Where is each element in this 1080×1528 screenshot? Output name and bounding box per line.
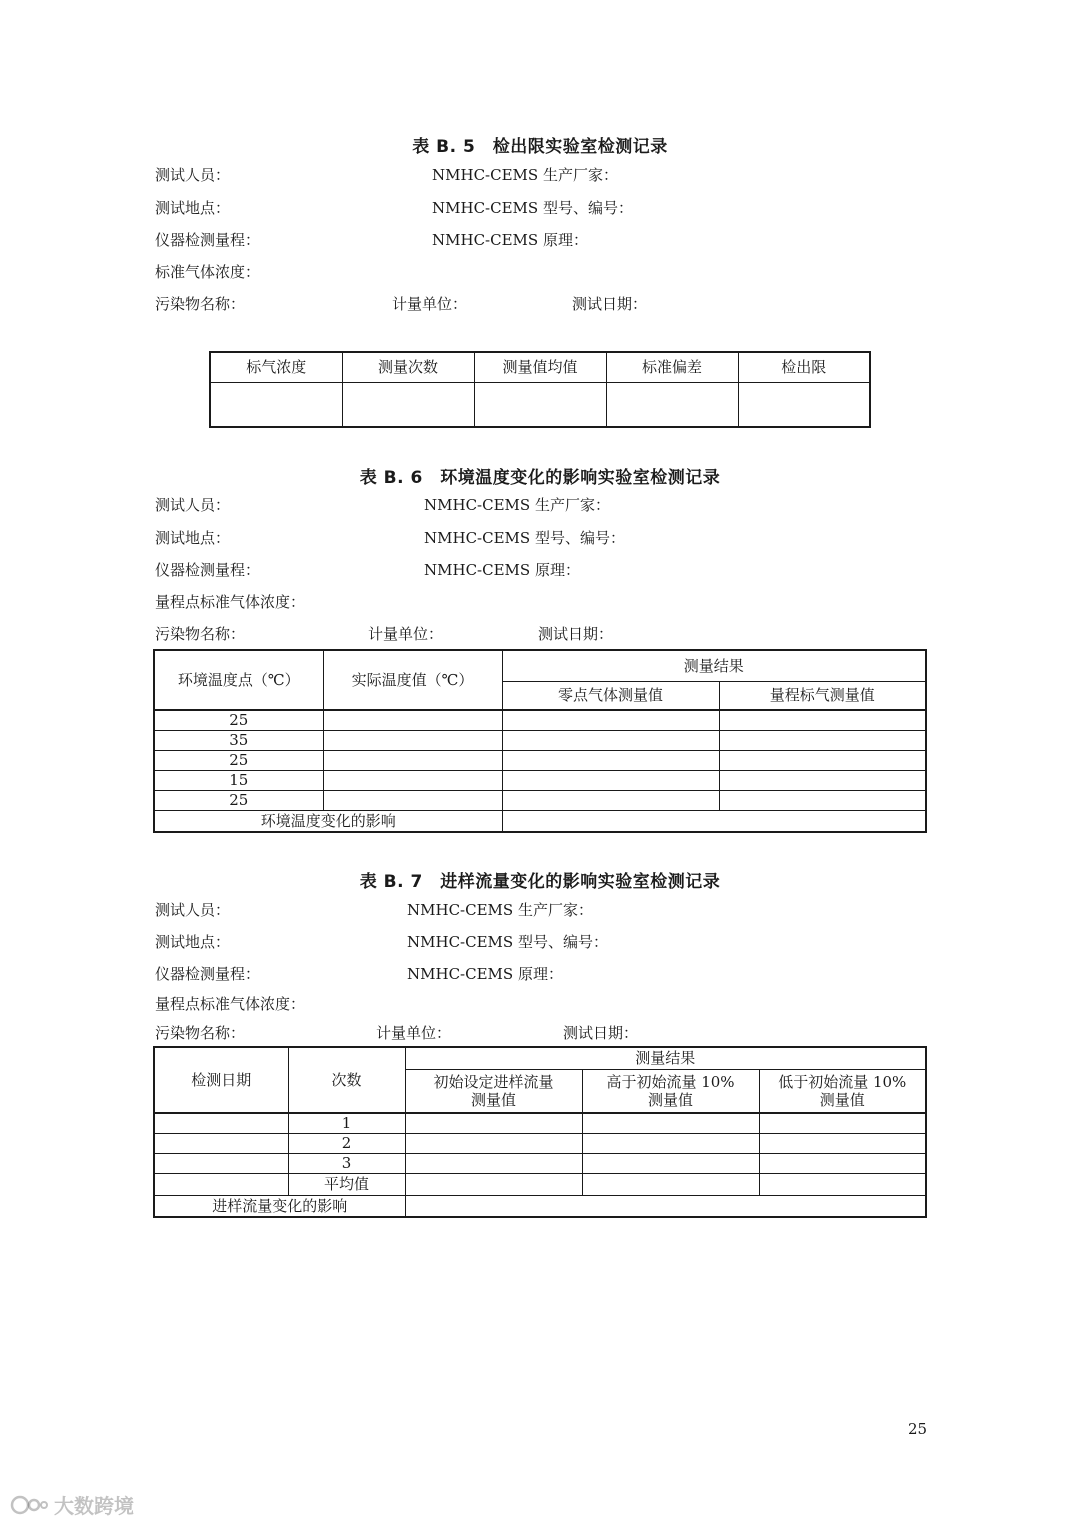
table-b6 — [153, 649, 927, 833]
b7-manufacturer-label: NMHC-CEMS 生产厂家： — [407, 901, 593, 919]
b5-header-measure-count: 测量次数 — [342, 352, 474, 382]
b7-footer-label: 进样流量变化的影响 — [154, 1195, 405, 1217]
b7-count-cell: 1 — [288, 1113, 405, 1133]
b5-cell — [342, 382, 474, 427]
b6-cell — [502, 750, 719, 770]
watermark-logo-icon — [10, 1493, 50, 1517]
b7-cell — [582, 1173, 759, 1195]
b7-header-lower-line1: 低于初始流量 10% — [778, 1072, 907, 1091]
b7-header-higher — [582, 1069, 759, 1113]
b7-cell — [405, 1133, 582, 1153]
b6-temp-point-cell: 35 — [154, 730, 323, 750]
b7-header-lower — [759, 1069, 926, 1113]
b7-header-lower-line2: 测量值 — [819, 1090, 865, 1109]
table-b5 — [209, 351, 871, 428]
table-row — [154, 1113, 926, 1133]
b6-footer-label: 环境温度变化的影响 — [154, 810, 502, 832]
table-b5-data-row — [210, 382, 870, 427]
b7-cell — [154, 1113, 288, 1133]
table-row — [154, 770, 926, 790]
b6-temp-point-cell: 15 — [154, 770, 323, 790]
b6-temp-point-cell: 25 — [154, 710, 323, 730]
b6-cell — [502, 790, 719, 810]
b6-header-span: 量程标气测量值 — [719, 681, 926, 710]
b7-cell — [405, 1153, 582, 1173]
b6-cell — [719, 750, 926, 770]
b6-footer-value — [502, 810, 926, 832]
table-b7-header-row-1 — [154, 1047, 926, 1069]
b5-std-gas-label: 标准气体浓度： — [155, 263, 261, 281]
b6-header-actual-temp: 实际温度值（℃） — [323, 650, 502, 710]
b7-header-count: 次数 — [288, 1047, 405, 1113]
b7-cell — [582, 1113, 759, 1133]
b6-header-zero: 零点气体测量值 — [502, 681, 719, 710]
table-b6-footer-row — [154, 810, 926, 832]
b7-cell — [405, 1173, 582, 1195]
table-b7-title: 表 B. 7 进样流量变化的影响实验室检测记录 — [359, 872, 721, 892]
b6-cell — [323, 750, 502, 770]
b7-tester-label: 测试人员： — [155, 901, 231, 919]
b6-cell — [719, 710, 926, 730]
page-number: 25 — [908, 1420, 928, 1438]
b6-cell — [502, 730, 719, 750]
b6-unit-label: 计量单位： — [368, 625, 444, 643]
b5-header-detection-limit: 检出限 — [738, 352, 870, 382]
b6-range-label: 仪器检测量程： — [155, 561, 261, 579]
b6-pollutant-label: 污染物名称： — [155, 625, 246, 643]
b5-range-label: 仪器检测量程： — [155, 231, 261, 249]
table-b7-footer-row — [154, 1195, 926, 1217]
b7-header-date: 检测日期 — [154, 1047, 288, 1113]
b6-std-gas-label: 量程点标准气体浓度： — [155, 593, 306, 611]
b7-date-label: 测试日期： — [563, 1024, 639, 1042]
table-row — [154, 710, 926, 730]
b6-cell — [719, 770, 926, 790]
table-row — [154, 1153, 926, 1173]
b7-cell — [154, 1173, 288, 1195]
b7-header-initial-line2: 测量值 — [470, 1090, 516, 1109]
b5-cell — [606, 382, 738, 427]
b7-footer-value — [405, 1195, 926, 1217]
watermark — [10, 1490, 134, 1519]
table-b5-title: 表 B. 5 检出限实验室检测记录 — [412, 137, 668, 157]
table-b6-header-row-1 — [154, 650, 926, 681]
b6-manufacturer-label: NMHC-CEMS 生产厂家： — [424, 496, 610, 514]
b7-std-gas-label: 量程点标准气体浓度： — [155, 995, 306, 1013]
b6-cell — [502, 710, 719, 730]
b6-principle-label: NMHC-CEMS 原理： — [424, 561, 580, 579]
b5-tester-label: 测试人员： — [155, 166, 231, 184]
b6-cell — [323, 790, 502, 810]
b5-principle-label: NMHC-CEMS 原理： — [432, 231, 588, 249]
b7-model-label: NMHC-CEMS 型号、编号： — [407, 933, 608, 951]
b7-cell — [582, 1153, 759, 1173]
table-b7 — [153, 1046, 927, 1218]
b5-cell — [210, 382, 342, 427]
b5-model-label: NMHC-CEMS 型号、编号： — [432, 199, 633, 217]
b5-date-label: 测试日期： — [572, 295, 648, 313]
b5-pollutant-label: 污染物名称： — [155, 295, 246, 313]
b6-temp-point-cell: 25 — [154, 790, 323, 810]
b5-header-std-conc: 标气浓度 — [210, 352, 342, 382]
b7-pollutant-label: 污染物名称： — [155, 1024, 246, 1042]
b7-cell — [154, 1153, 288, 1173]
b6-location-label: 测试地点： — [155, 529, 231, 547]
b7-principle-label: NMHC-CEMS 原理： — [407, 965, 563, 983]
b6-header-temp-point: 环境温度点（℃） — [154, 650, 323, 710]
b7-cell — [582, 1133, 759, 1153]
b5-location-label: 测试地点： — [155, 199, 231, 217]
b6-cell — [323, 710, 502, 730]
table-b5-header-row — [210, 352, 870, 382]
b6-cell — [323, 730, 502, 750]
b6-header-result: 测量结果 — [502, 650, 926, 681]
b7-location-label: 测试地点： — [155, 933, 231, 951]
table-row — [154, 1133, 926, 1153]
table-row — [154, 1173, 926, 1195]
b7-header-initial-line1: 初始设定进样流量 — [433, 1072, 554, 1091]
b7-header-result: 测量结果 — [405, 1047, 926, 1069]
b5-unit-label: 计量单位： — [392, 295, 468, 313]
b7-count-cell: 3 — [288, 1153, 405, 1173]
b7-count-cell: 2 — [288, 1133, 405, 1153]
b6-model-label: NMHC-CEMS 型号、编号： — [424, 529, 625, 547]
b6-cell — [719, 730, 926, 750]
b7-header-higher-line2: 测量值 — [647, 1090, 693, 1109]
b7-cell — [759, 1173, 926, 1195]
b6-cell — [502, 770, 719, 790]
b6-cell — [719, 790, 926, 810]
b6-cell — [323, 770, 502, 790]
b7-header-higher-line1: 高于初始流量 10% — [606, 1072, 735, 1091]
watermark-text: 大数跨境 — [54, 1494, 134, 1518]
b7-cell — [759, 1153, 926, 1173]
b6-tester-label: 测试人员： — [155, 496, 231, 514]
b5-cell — [474, 382, 606, 427]
table-row — [154, 730, 926, 750]
b6-date-label: 测试日期： — [538, 625, 614, 643]
b5-header-mean: 测量值均值 — [474, 352, 606, 382]
b7-unit-label: 计量单位： — [376, 1024, 452, 1042]
b6-temp-point-cell: 25 — [154, 750, 323, 770]
b7-count-cell: 平均值 — [288, 1173, 405, 1195]
b7-header-initial — [405, 1069, 582, 1113]
b5-cell — [738, 382, 870, 427]
table-b6-title: 表 B. 6 环境温度变化的影响实验室检测记录 — [359, 468, 721, 488]
table-row — [154, 790, 926, 810]
table-row — [154, 750, 926, 770]
b5-header-std-dev: 标准偏差 — [606, 352, 738, 382]
b7-cell — [759, 1133, 926, 1153]
b7-cell — [759, 1113, 926, 1133]
b7-cell — [405, 1113, 582, 1133]
b7-range-label: 仪器检测量程： — [155, 965, 261, 983]
b7-cell — [154, 1133, 288, 1153]
b5-manufacturer-label: NMHC-CEMS 生产厂家： — [432, 166, 618, 184]
